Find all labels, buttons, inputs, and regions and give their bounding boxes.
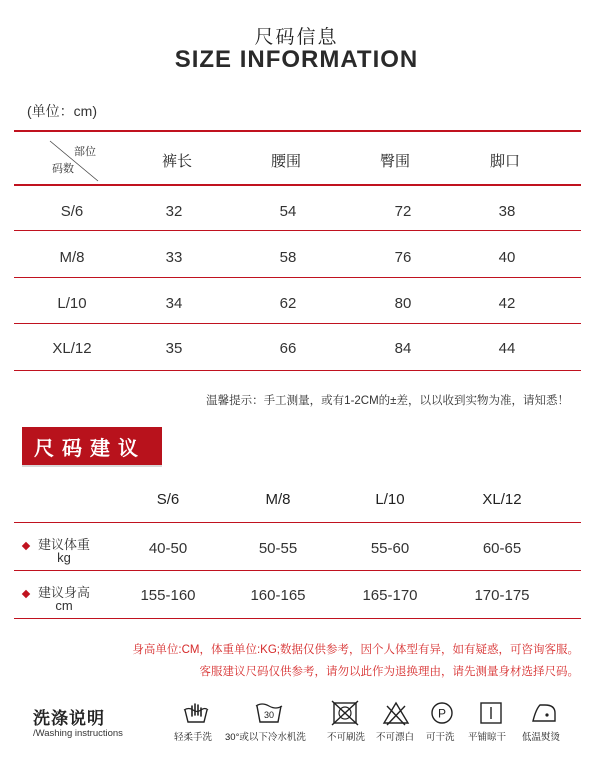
value-cell: 165-170 — [362, 587, 418, 604]
svg-text:30: 30 — [263, 710, 275, 720]
value-cell: 40 — [498, 249, 516, 266]
wash-30-icon — [254, 700, 284, 726]
column-header: 裤长 — [161, 153, 192, 170]
value-cell: 170-175 — [474, 587, 530, 604]
diamond-bullet — [22, 590, 30, 598]
wash-label: 30°或以下冷水机洗 — [225, 732, 306, 743]
size-cell: S/6 — [60, 203, 84, 220]
value-cell: 42 — [498, 295, 516, 312]
washing-title: 洗涤说明 — [33, 709, 105, 728]
wash-label: 轻柔手洗 — [174, 732, 213, 743]
svg-text:P: P — [437, 706, 447, 721]
flat-dry-shade-icon — [476, 700, 506, 726]
page-title-en: SIZE INFORMATION — [174, 46, 419, 73]
diamond-bullet — [22, 542, 30, 550]
recommend-rule — [14, 570, 581, 571]
recommend-rule — [14, 522, 581, 523]
disclaimer-line: 客服建议尺码仅供参考，请勿以此作为退换理由，请先测量身材选择尺码。 — [199, 666, 579, 678]
wash-label: 低温熨烫 — [522, 732, 561, 743]
wash-label: 平铺晾干 — [468, 732, 507, 743]
row-label: 建议体重 kg — [37, 537, 90, 565]
page-title-cn: 尺码信息 — [254, 27, 339, 48]
corner-label-part: 部位 — [74, 146, 96, 158]
value-cell: 54 — [279, 203, 297, 220]
row-rule — [14, 230, 581, 231]
size-cell: XL/12 — [52, 340, 92, 357]
value-cell: 160-165 — [250, 587, 306, 604]
size-cell: L/10 — [57, 295, 87, 312]
recommend-title-shadow — [22, 465, 162, 467]
value-cell: 33 — [165, 249, 183, 266]
table-top-rule — [14, 130, 581, 132]
no-tumble-dry-icon — [330, 700, 360, 726]
value-cell: 155-160 — [140, 587, 196, 604]
recommend-size-header: S/6 — [156, 491, 180, 508]
row-rule — [14, 277, 581, 278]
row-label: 建议身高 cm — [37, 585, 90, 613]
row-rule — [14, 323, 581, 324]
washing-subtitle: /Washing instructions — [33, 728, 123, 739]
wash-label: 可干洗 — [426, 732, 455, 743]
size-cell: M/8 — [59, 249, 85, 266]
value-cell: 84 — [394, 340, 412, 357]
table-bottom-rule — [14, 370, 581, 371]
value-cell: 50-55 — [258, 540, 298, 557]
value-cell: 72 — [394, 203, 412, 220]
low-iron-icon — [529, 700, 559, 726]
no-bleach-icon — [381, 700, 411, 726]
value-cell: 66 — [279, 340, 297, 357]
value-cell: 76 — [394, 249, 412, 266]
column-header: 腰围 — [270, 153, 301, 170]
column-header: 臀围 — [379, 153, 410, 170]
recommend-size-header: XL/12 — [482, 491, 522, 508]
measurement-tip: 温馨提示：手工测量，或有1-2CM的±差，以以收到实物为准，请知悉！ — [206, 395, 569, 407]
recommend-size-header: M/8 — [265, 491, 291, 508]
value-cell: 62 — [279, 295, 297, 312]
value-cell: 44 — [498, 340, 516, 357]
header-rule — [14, 184, 581, 186]
hand-wash-icon — [181, 700, 211, 726]
value-cell: 40-50 — [148, 540, 188, 557]
value-cell: 32 — [165, 203, 183, 220]
dry-clean-icon — [427, 700, 457, 726]
value-cell: 80 — [394, 295, 412, 312]
wash-label: 不可刷洗 — [327, 732, 366, 743]
recommend-size-header: L/10 — [375, 491, 405, 508]
recommend-title: 尺码建议 — [22, 427, 162, 465]
recommend-rule — [14, 618, 581, 619]
corner-label-size: 码数 — [52, 163, 74, 175]
value-cell: 58 — [279, 249, 297, 266]
wash-label: 不可漂白 — [376, 732, 415, 743]
unit-label: (单位：cm) — [27, 103, 97, 119]
value-cell: 55-60 — [370, 540, 410, 557]
disclaimer-line: 身高单位:CM，体重单位:KG;数据仅供参考，因个人体型有异，如有疑惑，可咨询客服。 — [132, 644, 579, 656]
value-cell: 34 — [165, 295, 183, 312]
column-header: 脚口 — [489, 153, 520, 170]
value-cell: 35 — [165, 340, 183, 357]
value-cell: 38 — [498, 203, 516, 220]
value-cell: 60-65 — [482, 540, 522, 557]
